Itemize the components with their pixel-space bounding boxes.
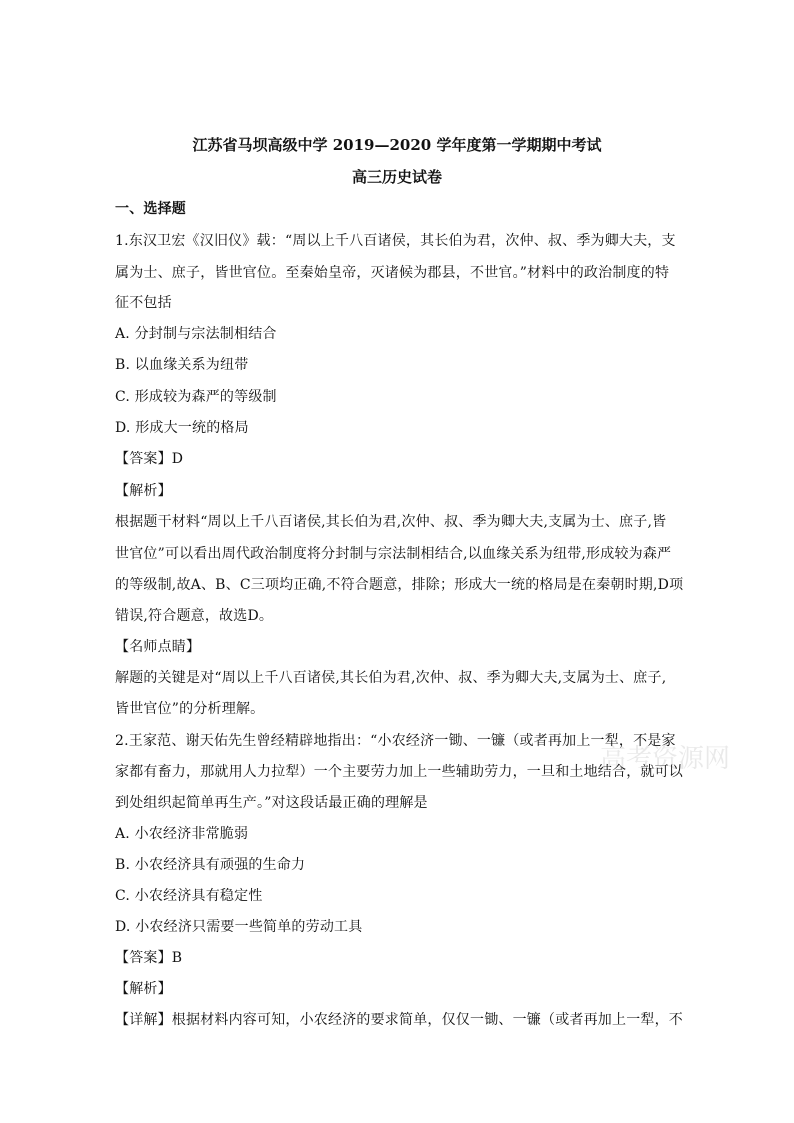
question-1-stem: 征不包括 xyxy=(115,295,172,311)
option-c: C. 形成较为森严的等级制 xyxy=(115,389,277,405)
option-a: A. 小农经济非常脆弱 xyxy=(115,826,249,842)
exam-subtitle: 高三历史试卷 xyxy=(351,168,442,186)
option-d: D. 小农经济只需要一些简单的劳动工具 xyxy=(115,919,363,935)
option-a: A. 分封制与宗法制相结合 xyxy=(115,326,277,342)
question-2-stem: 到处组织起简单再生产。”对这段话最正确的理解是 xyxy=(115,795,428,811)
analysis-label: 【解析】 xyxy=(115,483,172,499)
option-b: B. 小农经济具有顽强的生命力 xyxy=(115,857,306,873)
tip-text: 解题的关键是对“周以上千八百诸侯,其长伯为君,次仲、叔、季为卿大夫,支属为士、庶子, xyxy=(115,670,667,686)
analysis-text: 【详解】根据材料内容可知，小农经济的要求简单，仅仅一锄、一镰（或者再加上一犁，不 xyxy=(115,1012,683,1028)
analysis-text: 根据题干材料“周以上千八百诸侯,其长伯为君,次仲、叔、季为卿大夫,支属为士、庶子,皆 xyxy=(115,514,667,530)
question-1-stem: 1.东汉卫宏《汉旧仪》载：“周以上千八百诸侯，其长伯为君，次仲、叔、季为卿大夫，支 xyxy=(115,233,676,249)
section-heading: 一、选择题 xyxy=(115,201,186,217)
question-2-stem: 家都有畜力，那就用人力拉犁）一个主要劳力加上一些辅助劳力，一旦和土地结合，就可以 xyxy=(115,764,683,780)
analysis-label: 【解析】 xyxy=(115,981,172,997)
question-1-stem: 属为士、庶子，皆世官位。至秦始皇帝，灭诸候为郡县，不世官。”材料中的政治制度的特 xyxy=(115,265,670,281)
question-2-stem: 2.王家范、谢天佑先生曾经精辟地指出：“小农经济一锄、一镰（或者再加上一犁，不是家 xyxy=(115,733,676,749)
analysis-text: 错误,符合题意，故选D。 xyxy=(115,608,274,624)
tip-label: 【名师点睛】 xyxy=(115,639,201,655)
option-c: C. 小农经济具有稳定性 xyxy=(115,888,263,904)
tip-text: 皆世官位”的分析理解。 xyxy=(115,701,265,717)
answer-label: 【答案】D xyxy=(115,451,184,467)
answer-label: 【答案】B xyxy=(115,950,183,966)
exam-title: 江苏省马坝高级中学 2019—2020 学年度第一学期期中考试 xyxy=(192,136,602,154)
analysis-text: 世官位”可以看出周代政治制度将分封制与宗法制相结合,以血缘关系为纽带,形成较为森严 xyxy=(115,546,672,562)
option-b: B. 以血缘关系为纽带 xyxy=(115,357,249,373)
analysis-text: 的等级制,故A、B、C三项均正确,不符合题意，排除；形成大一统的格局是在秦朝时期,D项 xyxy=(115,577,684,593)
option-d: D. 形成大一统的格局 xyxy=(115,420,249,436)
watermark: 高考资源网 xyxy=(600,744,731,774)
